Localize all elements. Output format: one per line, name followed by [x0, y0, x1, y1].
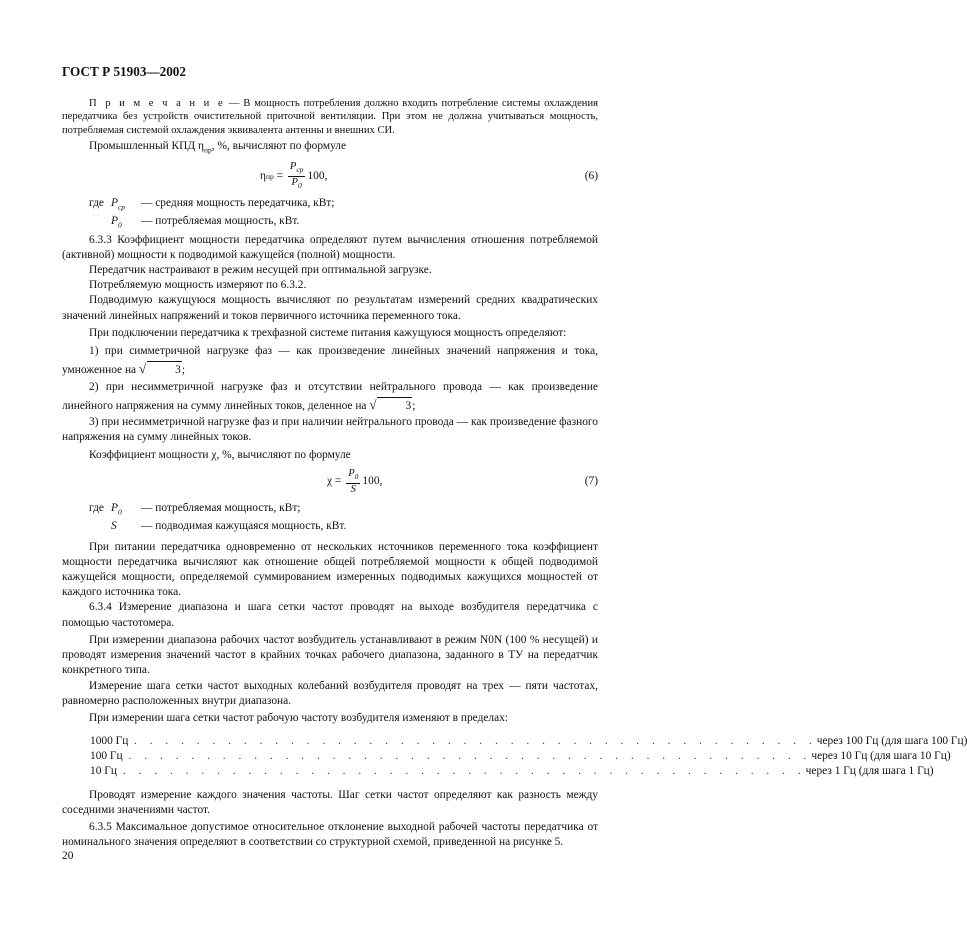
- kpd-symbol: η: [198, 140, 204, 153]
- where-6-text-2: — потребляемая мощность, кВт.: [141, 215, 300, 228]
- list-item-1-end: ;: [181, 364, 185, 377]
- list-item-1-root: 3: [147, 361, 182, 379]
- list-item-2-root: 3: [377, 397, 412, 415]
- range-row-3: [90, 764, 934, 779]
- sqrt-icon: √: [369, 397, 377, 413]
- formula-6: [62, 162, 598, 192]
- range-row-1: [90, 734, 967, 749]
- formula-7: [62, 467, 598, 497]
- paragraph-limits: При измерении шага сетки частот рабочую частоту возбудителя изменяют в пределах:: [89, 711, 509, 724]
- list-item-1-text: 1) при симметричной нагрузке фаз — как произведение линейных значений напряжения и тока, умноженное на: [62, 345, 598, 377]
- formula-6-lhs: η: [260, 170, 266, 183]
- range-leader-1: . . . . . . . . . . . . . . . . . . . . . . . . . . . . . . . . . . . . . . . . . . . .: [134, 735, 817, 748]
- where-7-sub-1: 0: [117, 506, 122, 516]
- where-6-sym-2: P: [111, 215, 118, 228]
- chi-intro-after: , %, вычисляют по формуле: [216, 448, 351, 461]
- list-item-2-end: ;: [412, 400, 416, 413]
- formula-6-den-sub: 0: [298, 181, 302, 191]
- where-6-sub-2: 0: [117, 220, 122, 230]
- formula-7-multiplier: 100,: [362, 475, 383, 488]
- range-leader-2: . . . . . . . . . . . . . . . . . . . . . . . . . . . . . . . . . . . . . . . . . . . .: [128, 750, 812, 763]
- document-body: [62, 97, 967, 850]
- chi-intro-before: Коэффициент мощности: [89, 448, 212, 461]
- paragraph-each: Проводят измерение каждого значения частоты. Шаг сетки частот определяют как разность между соседними значениями частот.: [62, 788, 598, 816]
- formula-6-expression: [260, 162, 327, 192]
- paragraph-6-3-5: 6.3.5 Максимальное допустимое относительное отклонение выходной рабочей частоты передатчика от номинального значения определяют в соответствии со структурной схемой, приведенной на рисунке 5.: [62, 821, 598, 849]
- formula-7-number: (7): [584, 474, 598, 487]
- paragraph-three-phase: При подключении передатчика к трехфазной системе питания кажущуюся мощность определяют:: [89, 326, 567, 339]
- note-text: — В мощность потребления должно входить потребление системы охлаждения передатчика без устройств очистительной приточной вентиляции. При этом не должна учитываться мощность, потребляемая системой охлаждения эквивалента антенны и внешних СИ.: [62, 98, 599, 136]
- formula-6-numerator: [288, 161, 306, 177]
- range-leader-3: . . . . . . . . . . . . . . . . . . . . . . . . . . . . . . . . . . . . . . . . . . . .: [122, 765, 806, 778]
- formula-6-num-sub: ср: [296, 165, 304, 175]
- where-7-symbol-2: [111, 519, 141, 537]
- formula-7-numerator: [346, 468, 360, 484]
- paragraph-range: При измерении диапазона рабочих частот возбудитель устанавливают в режим N0N (100 % несущей) и проводят измерения значений частот в крайних точках рабочего диапазона, заданного в ТУ на передатчик конкретного типа.: [62, 633, 598, 677]
- formula-7-denominator: S: [350, 483, 356, 495]
- paragraph-supplied: Подводимую кажущуюся мощность вычисляют по результатам измерений средних квадратических значений линейных напряжений и токов первичного источника переменного тока.: [62, 294, 598, 322]
- where-7-text-1: — потребляемая мощность, кВт;: [141, 501, 301, 514]
- range-step-1: через 100 Гц (для шага 100 Гц): [816, 735, 967, 748]
- formula-6-equals: =: [273, 170, 286, 183]
- formula-6-den-symbol: P: [291, 177, 299, 189]
- list-item-1: [62, 343, 598, 379]
- formula-7-lhs: χ: [327, 475, 333, 488]
- where-6-symbol-2: [111, 214, 141, 232]
- where-6-sub-1: ср: [117, 201, 126, 211]
- chi-intro: [62, 448, 598, 463]
- range-row-2: [90, 749, 951, 764]
- paragraph-6-3-3: 6.3.3 Коэффициент мощности передатчика определяют путем вычисления отношения потребляемой (активной) мощности к подводимой кажущейся (полной) мощности.: [62, 233, 598, 261]
- document-header: ГОСТ Р 51903—2002: [62, 64, 186, 79]
- paragraph-multi-source: При питании передатчика одновременно от нескольких источников переменного тока коэффициент мощности передатчика вычисляют как отношение общей потребляемой мощности к общей подводимой кажущейся мощности, определяемой суммированием измеренных подводимых кажущихся мощностей от каждого источника тока.: [62, 540, 598, 599]
- paragraph-tune: Передатчик настраивают в режим несущей при оптимальной загрузке.: [89, 264, 432, 277]
- formula-7-num-sub: 0: [354, 471, 359, 481]
- frequency-ranges: [90, 734, 967, 780]
- where-7-text-2: — подводимая кажущаяся мощность, кВт.: [141, 520, 347, 533]
- where-6-text-1: — средняя мощность передатчика, кВт;: [141, 196, 335, 209]
- where-6-sym-1: P: [111, 196, 118, 209]
- range-step-2: через 10 Гц (для шага 10 Гц): [811, 750, 951, 763]
- list-item-2-text: 2) при несимметричной нагрузке фаз и отсутствии нейтрального провода — как произведение линейного напряжения на сумму линейных токов, деленное на: [62, 381, 598, 413]
- note-label: П р и м е ч а н и е: [89, 98, 226, 109]
- formula-6-denominator: [290, 177, 304, 192]
- where-6-row-2: [89, 214, 598, 232]
- kpd-intro-before: Промышленный КПД: [89, 140, 199, 153]
- where-7-lead: где: [89, 501, 104, 514]
- where-7-sym-2: S: [111, 520, 117, 533]
- where-7-row-2: [89, 519, 598, 537]
- formula-6-fraction: [288, 161, 306, 192]
- where-6-lead: где: [89, 196, 104, 209]
- where-6-spacer: [89, 214, 111, 232]
- paragraph-6-3-4: 6.3.4 Измерение диапазона и шага сетки частот проводят на выходе возбудителя передатчика с помощью частотомера.: [62, 601, 598, 629]
- where-6-symbol-1: [111, 196, 141, 214]
- list-item-2: [62, 379, 598, 415]
- where-7-spacer: [89, 519, 111, 537]
- paragraph-consumed: Потребляемую мощность измеряют по 6.3.2.: [89, 279, 307, 292]
- paragraph-grid: Измерение шага сетки частот выходных колебаний возбудителя проводят на трех — пяти частотах, равномерно расположенных внутри диапазона.: [62, 679, 598, 707]
- formula-6-multiplier: 100,: [307, 170, 328, 183]
- where-7-row-1: [89, 501, 598, 519]
- kpd-intro: [62, 139, 598, 157]
- note-paragraph: [62, 97, 598, 137]
- where-7-symbol-1: [111, 501, 141, 519]
- where-7-sym-1: P: [111, 501, 118, 514]
- kpd-symbol-sub: пр: [203, 145, 212, 155]
- formula-6-num-symbol: P: [289, 161, 297, 173]
- page-number: 20: [62, 850, 74, 862]
- where-6: [89, 196, 598, 233]
- chi-symbol: χ: [211, 448, 217, 461]
- formula-7-num-symbol: P: [348, 467, 355, 479]
- kpd-intro-after: , %, вычисляют по формуле: [211, 140, 347, 153]
- list-item-3: 3) при несимметричной нагрузке фаз и при наличии нейтрального провода — как произведение фазного напряжения на сумму линейных токов.: [62, 416, 598, 444]
- formula-7-fraction: [346, 468, 360, 496]
- formula-7-equals: =: [332, 475, 345, 488]
- range-freq-1: 1000 Гц: [90, 735, 129, 748]
- where-6-row-1: [89, 196, 598, 214]
- range-freq-2: 100 Гц: [90, 750, 123, 763]
- where-7: [89, 501, 598, 538]
- range-freq-3: 10 Гц: [90, 765, 117, 778]
- formula-7-expression: [327, 467, 382, 497]
- formula-6-number: (6): [584, 169, 598, 182]
- sqrt-icon: √: [138, 361, 147, 377]
- formula-6-lhs-sub: пр: [265, 172, 274, 182]
- range-step-3: через 1 Гц (для шага 1 Гц): [805, 765, 934, 778]
